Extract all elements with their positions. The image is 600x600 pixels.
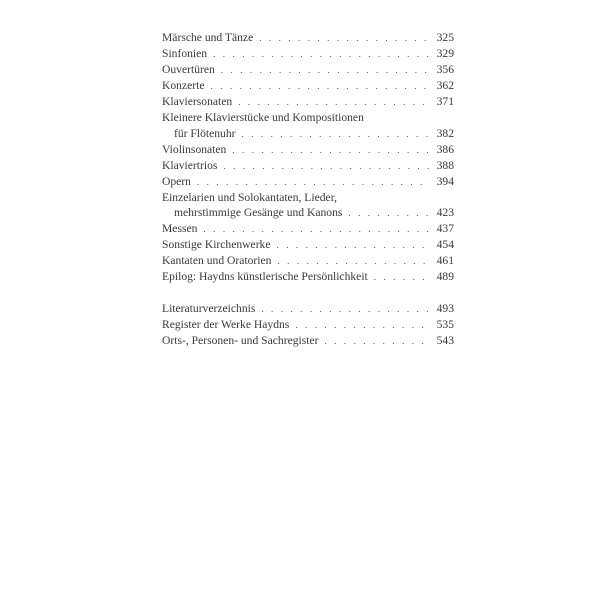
page-number: 325: [436, 31, 454, 44]
entry-title: Messen: [162, 222, 198, 236]
toc-entry: [162, 269, 454, 285]
entry-title: Epilog: Haydns künstlerische Persönlichkeit: [162, 270, 368, 284]
entry-title-line1: Einzelarien und Solokantaten, Lieder,: [162, 190, 337, 204]
leader-dots: [261, 302, 430, 317]
toc-entry: [162, 78, 454, 94]
leader-dots: [348, 206, 430, 221]
toc-entry: [162, 205, 454, 221]
table-of-contents: [162, 30, 454, 349]
page-number: 461: [436, 254, 454, 268]
page-number: 437: [436, 222, 454, 236]
page-number: 382: [436, 126, 454, 140]
page-number: 386: [436, 142, 454, 156]
leader-dots: [259, 31, 430, 46]
leader-dots: [277, 254, 430, 269]
section-gap: [162, 286, 454, 301]
leader-dots: [211, 79, 431, 94]
page-number: 356: [436, 63, 454, 77]
toc-entry: [162, 158, 454, 174]
toc-entry: [162, 333, 454, 349]
page-number: 371: [436, 95, 454, 109]
entry-title: Ouvertüren: [162, 63, 215, 77]
entry-title: Opern: [162, 174, 191, 188]
leader-dots: [203, 222, 430, 237]
page-number: 454: [436, 238, 454, 252]
toc-entry: [162, 174, 454, 190]
page-number: 493: [436, 301, 454, 315]
page-number: 543: [436, 333, 454, 347]
leader-dots: [197, 175, 430, 190]
leader-dots: [374, 270, 430, 285]
entry-title: mehrstimmige Gesänge und Kanons: [174, 206, 343, 220]
toc-entry: [162, 221, 454, 237]
leader-dots: [221, 63, 430, 78]
entry-title: Klaviertrios: [162, 158, 218, 172]
page-number: 329: [436, 47, 454, 61]
entry-title: Märsche und Tänze: [162, 31, 254, 44]
toc-entry: [162, 253, 454, 269]
entry-title: Kantaten und Oratorien: [162, 254, 272, 268]
entry-title: Orts-, Personen- und Sachregister: [162, 333, 319, 347]
leader-dots: [324, 334, 430, 349]
toc-entry: [162, 46, 454, 62]
leader-dots: [295, 318, 430, 333]
leader-dots: [277, 238, 431, 253]
leader-dots: [223, 159, 430, 174]
toc-entry: [162, 126, 454, 142]
entry-title: Register der Werke Haydns: [162, 317, 290, 331]
entry-title: Klaviersonaten: [162, 95, 233, 109]
toc-entry: [162, 30, 454, 46]
page-number: 489: [436, 270, 454, 284]
leader-dots: [213, 47, 430, 62]
page-number: 362: [436, 79, 454, 93]
toc-entry: [162, 62, 454, 78]
entry-title: Sinfonien: [162, 47, 208, 61]
leader-dots: [232, 143, 430, 158]
toc-entry: [162, 301, 454, 317]
entry-title: für Flötenuhr: [174, 126, 236, 140]
entry-title: Literaturverzeichnis: [162, 301, 256, 315]
toc-entry: [162, 317, 454, 333]
entry-title: Konzerte: [162, 79, 205, 93]
page-number: 423: [436, 206, 454, 220]
entry-title-line1: Kleinere Klavierstücke und Kompositionen: [162, 111, 364, 125]
entry-title: Violinsonaten: [162, 142, 227, 156]
toc-entry: [162, 142, 454, 158]
page-number: 394: [436, 174, 454, 188]
toc-entry: [162, 237, 454, 253]
leader-dots: [242, 127, 430, 142]
page-number: 535: [436, 317, 454, 331]
page-number: 388: [436, 158, 454, 172]
toc-entry: [162, 94, 454, 110]
entry-title: Sonstige Kirchenwerke: [162, 238, 271, 252]
leader-dots: [238, 95, 430, 110]
